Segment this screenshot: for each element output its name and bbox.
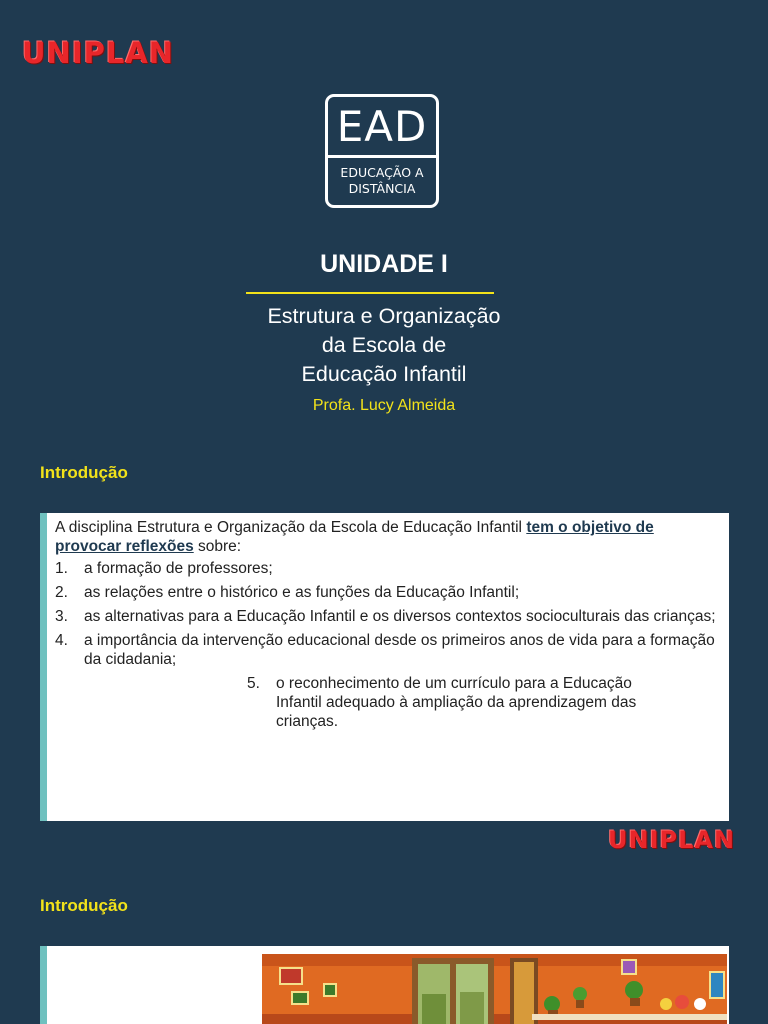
ead-logo: [325, 94, 439, 208]
list-item-number: 4.: [55, 632, 68, 649]
list-item-text: a formação de professores;: [84, 560, 273, 577]
objectives-list: [55, 559, 717, 731]
intro-text-end: sobre:: [193, 538, 242, 555]
course-title-line: Educação Infantil: [301, 362, 467, 386]
intro-paragraph: [55, 518, 717, 556]
ead-logo-divider: [328, 155, 436, 158]
list-item-number: 1.: [55, 560, 68, 577]
introduction-card: [40, 513, 729, 821]
list-item-text: a importância da intervenção educacional desde os primeiros anos de vida para a formação da cidadania;: [84, 632, 715, 668]
list-item: [55, 583, 717, 602]
uniplan-logo-middle: UNIPLAN: [608, 826, 736, 854]
author-name: Profa. Lucy Almeida: [312, 397, 456, 414]
list-item: [55, 559, 717, 578]
list-item: [55, 631, 717, 669]
intro-text-emphasis: tem o objetivo de provocar reflexões: [55, 519, 654, 555]
list-item-text: as alternativas para a Educação Infantil e os diversos contextos socioculturais das crianças;: [84, 608, 716, 625]
list-item-number: 3.: [55, 608, 68, 625]
list-item-text: o reconhecimento de um currículo para a Educação Infantil adequado à ampliação da aprendizagem das crianças.: [276, 675, 637, 730]
introduction-image-card: [40, 946, 729, 1024]
title-divider: [246, 292, 494, 294]
list-item: [55, 607, 717, 626]
ead-logo-line2: DISTÂNCIA: [348, 181, 416, 196]
ead-logo-line1: EDUCAÇÃO A: [340, 165, 424, 180]
uniplan-logo-top: UNIPLAN: [22, 36, 175, 70]
classroom-photo: [262, 954, 727, 1024]
list-item-text: as relações entre o histórico e as funções da Educação Infantil;: [84, 584, 520, 601]
list-item: [247, 674, 717, 731]
unit-title: UNIDADE I: [320, 250, 448, 278]
ead-logo-text: EAD: [336, 102, 428, 151]
section-title-introduction: Introdução: [40, 463, 128, 482]
course-title: [0, 302, 768, 389]
intro-text-start: A disciplina Estrutura e Organização da Escola de Educação Infantil: [55, 519, 527, 536]
ead-logo-subtext: [328, 165, 436, 197]
course-title-line: da Escola de: [321, 333, 447, 357]
course-title-line: Estrutura e Organização: [267, 304, 501, 328]
list-item-number: 2.: [55, 584, 68, 601]
section-title-introduction: Introdução: [40, 896, 128, 915]
list-item-number: 5.: [247, 675, 260, 692]
